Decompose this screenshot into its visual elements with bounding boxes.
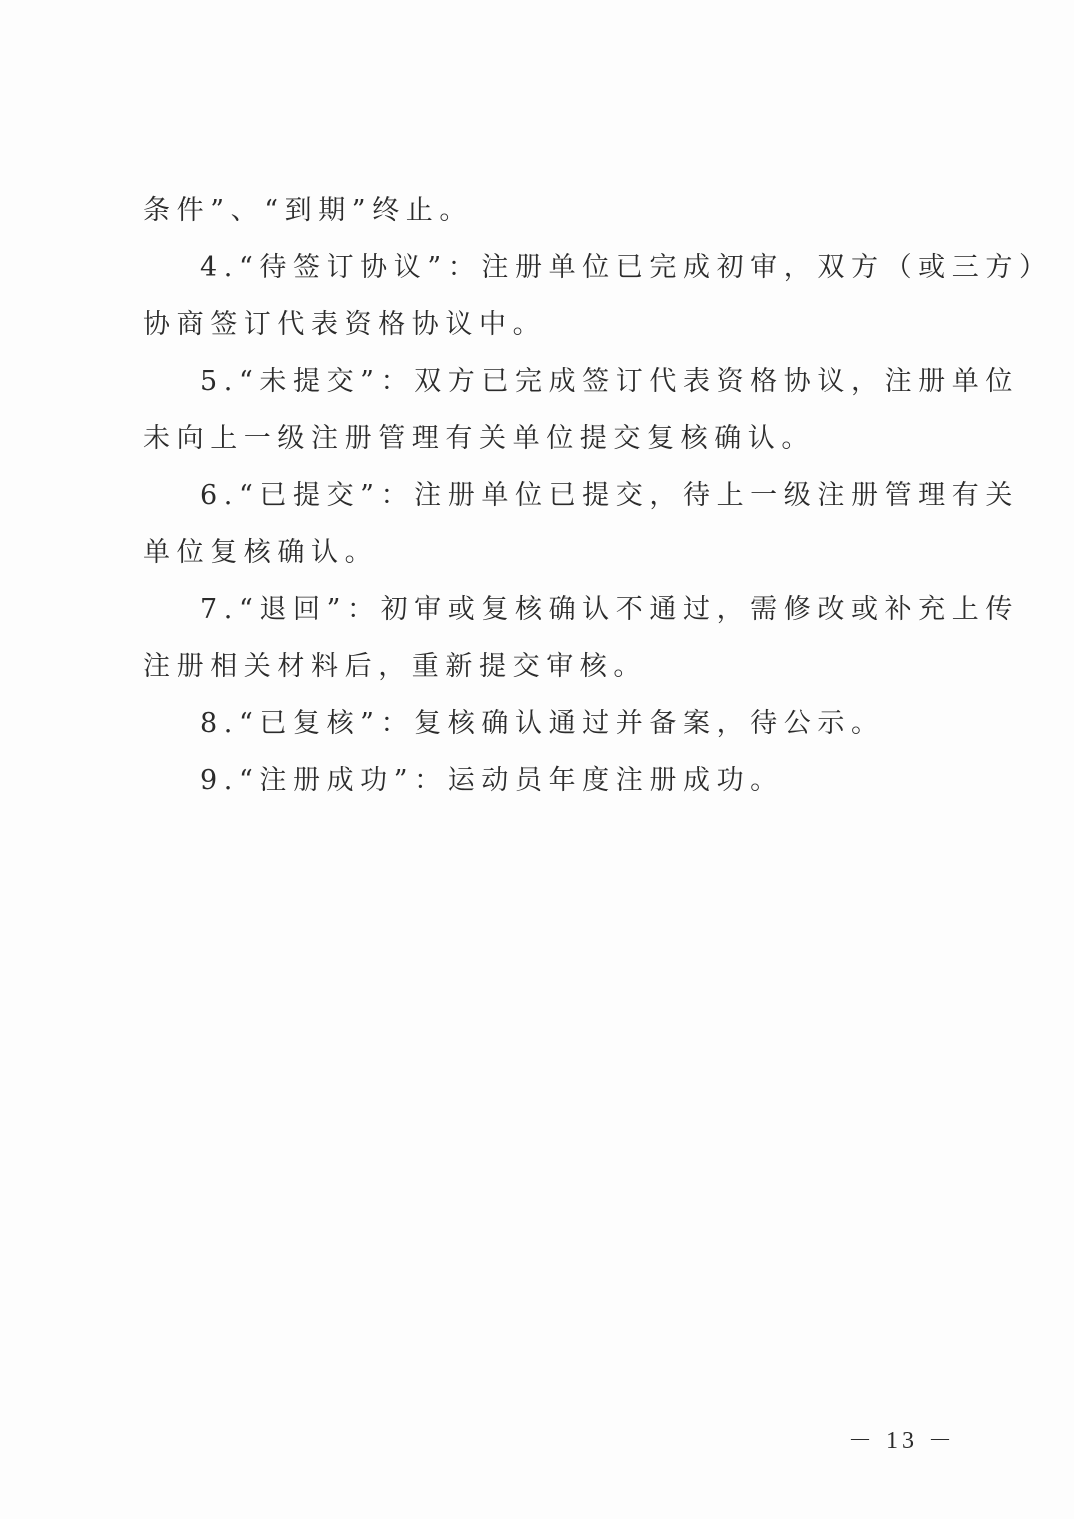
list-item-4: 4.“待签订协议”：注册单位已完成初审，双方（或三方） [200,252,1053,283]
list-item-9: 9.“注册成功”：运动员年度注册成功。 [200,765,784,796]
paragraph-line: 注册相关材料后，重新提交审核。 [143,651,647,682]
paragraph-line: 协商签订代表资格协议中。 [143,309,547,340]
paragraph-line: 条件”、“到期”终止。 [143,195,474,226]
list-item-7: 7.“退回”：初审或复核确认不通过，需修改或补充上传 [200,594,1019,625]
list-item-5: 5.“未提交”：双方已完成签订代表资格协议，注册单位 [200,366,1019,397]
paragraph-line: 单位复核确认。 [143,537,379,568]
paragraph-line: 未向上一级注册管理有关单位提交复核确认。 [143,423,815,454]
list-item-6: 6.“已提交”：注册单位已提交，待上一级注册管理有关 [200,480,1019,511]
document-body [143,188,1053,815]
page-number: － 13 － [848,1428,956,1454]
list-item-8: 8.“已复核”：复核确认通过并备案，待公示。 [200,708,885,739]
